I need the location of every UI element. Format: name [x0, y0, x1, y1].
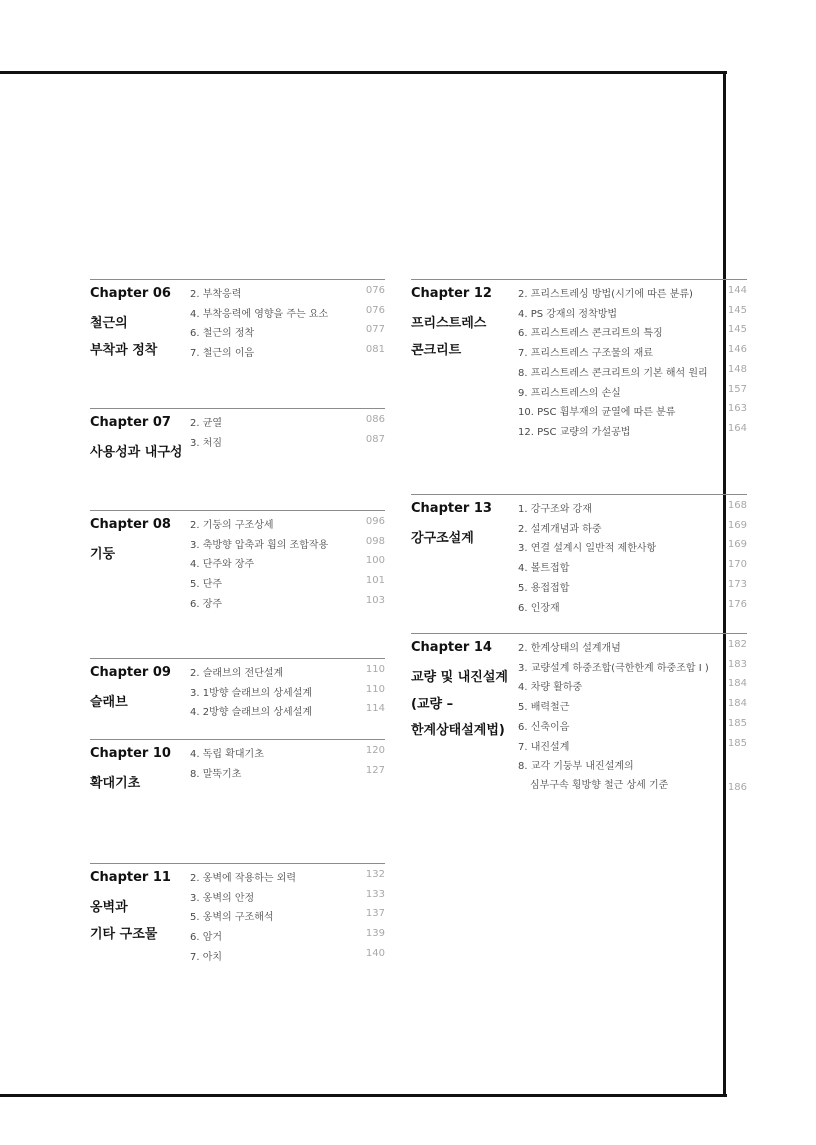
- chapter-number: Chapter 10: [90, 746, 171, 761]
- page-number: 103: [365, 594, 385, 606]
- page-number: 182: [727, 639, 747, 650]
- toc-entry[interactable]: 2. 한계상태의 설계개념: [518, 643, 621, 654]
- chapter-title: 사용성과 내구성: [90, 445, 183, 460]
- page-number: 110: [365, 683, 385, 695]
- toc-entry[interactable]: 6. 장주: [190, 598, 223, 610]
- chapter-title: 강구조설계: [411, 531, 474, 546]
- page-number: 186: [727, 781, 747, 793]
- toc-entry[interactable]: 4. 차량 활하중: [518, 682, 583, 694]
- toc-entry[interactable]: 8. 교각 기둥부 내진설계의: [518, 761, 634, 773]
- chapter-title: 한계상태설계법): [411, 723, 505, 738]
- section-rule: [90, 510, 385, 511]
- page-number: 176: [727, 598, 747, 610]
- page-number: 163: [727, 403, 747, 415]
- frame-top-border: [0, 71, 727, 74]
- page-number: 100: [365, 555, 385, 567]
- page-number: 184: [727, 698, 747, 710]
- page-number: 076: [365, 304, 385, 316]
- page-number: 169: [727, 539, 747, 551]
- page-number: 184: [727, 678, 747, 690]
- toc-entry[interactable]: 8. 프리스트레스 콘크리트의 기본 해석 원리: [518, 367, 708, 379]
- toc-entry[interactable]: 2. 옹벽에 작용하는 외력: [190, 873, 297, 884]
- chapter-title: (교량 –: [411, 696, 454, 712]
- toc-entry[interactable]: 6. 철근의 정착: [190, 328, 255, 340]
- page-number: 133: [365, 888, 385, 900]
- page-number: 185: [727, 737, 747, 749]
- toc-entry[interactable]: 3. 옹벽의 안정: [190, 892, 255, 904]
- section-rule: [90, 863, 385, 864]
- page-number: 101: [365, 575, 385, 587]
- section-rule: [411, 633, 747, 634]
- page-number: 157: [727, 383, 747, 395]
- chapter-number: Chapter 06: [90, 286, 171, 301]
- page-number: 183: [727, 658, 747, 670]
- page-number: 110: [365, 664, 385, 675]
- toc-entry[interactable]: 심부구속 횡방향 철근 상세 기준: [530, 779, 669, 791]
- toc-entry[interactable]: 7. 아치: [190, 951, 223, 963]
- chapter-title: 철근의: [90, 316, 128, 331]
- toc-entry[interactable]: 10. PSC 휨부재의 균열에 따른 분류: [518, 407, 676, 419]
- chapter-title: 옹벽과: [90, 900, 128, 915]
- page-number: 076: [365, 285, 385, 296]
- toc-entry[interactable]: 3. 교량설계 하중조합(극한한계 하중조합 I ): [518, 662, 709, 674]
- toc-entry[interactable]: 4. 독립 확대기초: [190, 749, 264, 760]
- toc-entry[interactable]: 9. 프리스트레스의 손실: [518, 387, 621, 399]
- page-number: 145: [727, 304, 747, 316]
- page-number: 132: [365, 869, 385, 880]
- toc-entry[interactable]: 3. 축방향 압축과 휨의 조합작용: [190, 539, 329, 551]
- toc-entry[interactable]: 4. PS 강재의 정착방법: [518, 308, 618, 320]
- frame-right-border: [723, 71, 726, 1097]
- page-number: 077: [365, 324, 385, 336]
- toc-entry[interactable]: 3. 처짐: [190, 437, 223, 449]
- toc-entry[interactable]: 6. 신축이음: [518, 721, 570, 733]
- section-rule: [90, 658, 385, 659]
- toc-entry[interactable]: 2. 슬래브의 전단설계: [190, 668, 284, 679]
- page-number: 170: [727, 559, 747, 571]
- page-number: 146: [727, 344, 747, 356]
- toc-entry[interactable]: 7. 프리스트레스 구조물의 재료: [518, 348, 653, 360]
- frame-bottom-border: [0, 1094, 727, 1097]
- page-number: 168: [727, 500, 747, 511]
- section-rule: [90, 408, 385, 409]
- chapter-title: 기둥: [90, 547, 116, 562]
- section-rule: [90, 279, 385, 280]
- toc-entry[interactable]: 6. 프리스트레스 콘크리트의 특징: [518, 328, 663, 340]
- toc-entry[interactable]: 8. 말뚝기초: [190, 768, 242, 780]
- toc-entry[interactable]: 4. 부착응력에 영향을 주는 요소: [190, 308, 329, 320]
- chapter-title: 슬래브: [90, 695, 128, 710]
- toc-entry[interactable]: 7. 내진설계: [518, 741, 570, 753]
- toc-entry[interactable]: 3. 1방향 슬래브의 상세설계: [190, 687, 313, 699]
- chapter-number: Chapter 09: [90, 665, 171, 680]
- toc-entry[interactable]: 3. 연결 설계시 일반적 제한사항: [518, 543, 657, 555]
- toc-entry[interactable]: 4. 단주와 장주: [190, 559, 255, 571]
- section-rule: [90, 739, 385, 740]
- page-number: 098: [365, 535, 385, 547]
- chapter-title: 교량 및 내진설계: [411, 670, 508, 685]
- toc-entry[interactable]: 2. 부착응력: [190, 289, 242, 300]
- chapter-title: 기타 구조물: [90, 926, 158, 942]
- chapter-number: Chapter 13: [411, 501, 492, 516]
- toc-entry[interactable]: 4. 볼트접합: [518, 563, 570, 575]
- page-number: 148: [727, 363, 747, 375]
- chapter-title: 콘크리트: [411, 342, 462, 358]
- toc-entry[interactable]: 5. 용접접합: [518, 582, 570, 594]
- toc-entry[interactable]: 2. 설계개념과 하중: [518, 523, 602, 535]
- toc-entry[interactable]: 2. 프리스트레싱 방법(시기에 따른 분류): [518, 289, 693, 300]
- chapter-title: 확대기초: [90, 776, 141, 791]
- page-number: 137: [365, 908, 385, 920]
- page-number: 127: [365, 764, 385, 776]
- chapter-number: Chapter 11: [90, 870, 171, 885]
- section-rule: [411, 279, 747, 280]
- chapter-number: Chapter 08: [90, 517, 171, 532]
- page-number: 169: [727, 519, 747, 531]
- toc-entry[interactable]: 5. 단주: [190, 579, 223, 591]
- page-number: 145: [727, 324, 747, 336]
- page-number: 086: [365, 414, 385, 425]
- toc-entry[interactable]: 6. 암거: [190, 932, 223, 944]
- toc-entry[interactable]: 5. 옹벽의 구조해석: [190, 912, 274, 924]
- page-number: 087: [365, 433, 385, 445]
- toc-entry[interactable]: 5. 배력철근: [518, 702, 570, 714]
- page-number: 164: [727, 422, 747, 434]
- toc-entry[interactable]: 12. PSC 교량의 가설공법: [518, 426, 631, 438]
- toc-entry[interactable]: 2. 기둥의 구조상세: [190, 520, 274, 531]
- page-number: 081: [365, 344, 385, 356]
- toc-entry[interactable]: 1. 강구조와 강재: [518, 504, 592, 515]
- chapter-number: Chapter 14: [411, 640, 492, 655]
- page-number: 140: [365, 947, 385, 959]
- chapter-title: 프리스트레스: [411, 316, 487, 331]
- chapter-title: 부착과 정착: [90, 342, 158, 358]
- page-number: 114: [365, 703, 385, 715]
- chapter-number: Chapter 07: [90, 415, 171, 430]
- toc-entry[interactable]: 4. 2방향 슬래브의 상세설계: [190, 707, 313, 719]
- toc-entry[interactable]: 2. 균열: [190, 418, 223, 429]
- toc-entry[interactable]: 6. 인장재: [518, 602, 560, 614]
- page-number: 120: [365, 745, 385, 756]
- section-rule: [411, 494, 747, 495]
- page-number: 139: [365, 928, 385, 940]
- toc-entry[interactable]: 7. 철근의 이음: [190, 348, 255, 360]
- page-number: 096: [365, 516, 385, 527]
- chapter-number: Chapter 12: [411, 286, 492, 301]
- page-number: 144: [727, 285, 747, 296]
- page-number: 185: [727, 717, 747, 729]
- page-number: 173: [727, 578, 747, 590]
